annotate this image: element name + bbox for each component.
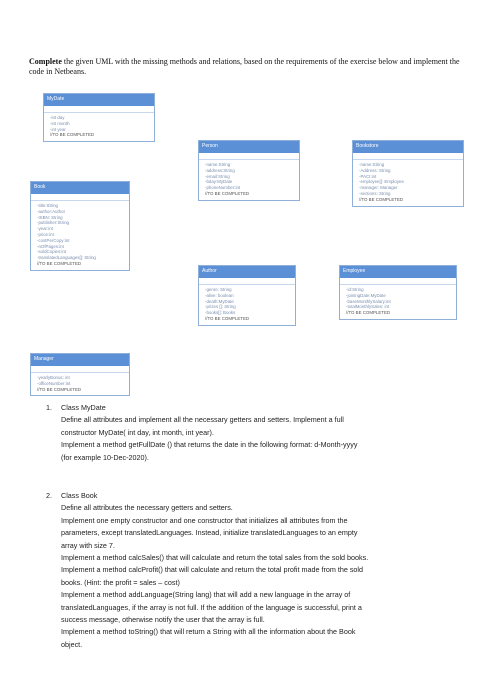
uml-class-employee — [339, 265, 457, 320]
uml-class-author — [198, 265, 296, 326]
uml-attribute: -ISBN: String — [37, 214, 63, 220]
section-line: Implement one empty constructor and one constructor that initializes all attributes from the — [61, 515, 348, 525]
uml-attribute: -int year — [50, 126, 66, 132]
section-line: array with size 7. — [61, 540, 115, 550]
uml-divider — [31, 366, 129, 373]
section-line: (for example 10-Dec-2020). — [61, 452, 149, 462]
uml-attribute: -email:String — [205, 173, 230, 179]
uml-attribute: -manager: Manager — [359, 185, 398, 191]
section-line: Implement a method addLanguage(String lang) that will add a new language in the array of — [61, 590, 351, 600]
uml-divider — [199, 278, 295, 285]
section-title: Class MyDate — [61, 403, 106, 412]
uml-class-mydate — [43, 93, 155, 142]
uml-attribute: -title:String — [37, 203, 58, 208]
uml-attribute: -employee[]: Employee — [359, 179, 404, 185]
section-line: Define all attributes the necessary getters and setters. — [61, 503, 233, 513]
uml-attribute: -baseMonthlySalary:int — [346, 298, 391, 304]
uml-attributes — [353, 160, 463, 206]
section-number: 1. — [46, 403, 52, 412]
uml-attributes — [340, 285, 456, 319]
uml-attribute: -totalMonthlySales: int — [346, 304, 390, 310]
uml-attribute: -price:int — [37, 231, 54, 237]
uml-attribute: -name:String — [205, 162, 231, 167]
uml-attributes — [199, 285, 295, 325]
uml-to-be-completed: //TO BE COMPLETED — [359, 196, 404, 202]
uml-to-be-completed: //TO BE COMPLETED — [37, 386, 82, 392]
uml-to-be-completed: //TO BE COMPLETED — [205, 190, 250, 196]
intro-text: the given UML with the missing methods and relations, based on the requirements of the exercise below and implement the code in Netbeans. — [29, 57, 460, 76]
uml-class-book — [30, 181, 130, 271]
uml-attribute: -int month — [50, 120, 70, 126]
uml-attribute: -bday:MyDate — [205, 179, 233, 185]
uml-attribute: -genre: String — [205, 287, 232, 292]
uml-attribute: -soldCopies:int — [37, 249, 67, 255]
uml-attribute: -Address: String — [359, 167, 391, 173]
section-line: Implement a method toString() that will return a String with all the information about the Book — [61, 627, 356, 637]
section-line: parameters, except translatedLanguages. Instead, initialize translatedLanguages to an empty — [61, 528, 358, 538]
uml-divider — [44, 106, 154, 113]
uml-attribute: -joiningDate:MyDate — [346, 292, 386, 298]
requirement-mydate — [48, 402, 478, 464]
uml-attribute: -costPerCopy:int — [37, 237, 70, 243]
uml-attribute: -id:String — [346, 287, 364, 292]
section-line: Define all attributes and implement all the necessary getters and setters. Implement a full — [61, 415, 344, 425]
uml-divider — [199, 153, 299, 160]
uml-attribute: -prizes []: String — [205, 304, 236, 310]
uml-attribute: -translatedLanguages[]: String — [37, 255, 96, 261]
uml-class-title: Manager — [31, 354, 129, 366]
uml-class-person — [198, 140, 300, 201]
uml-attribute: -int day — [50, 115, 65, 120]
uml-class-manager — [30, 353, 130, 396]
section-line: object. — [61, 639, 83, 649]
uml-class-bookstore — [352, 140, 464, 207]
uml-to-be-completed: //TO BE COMPLETED — [37, 260, 82, 266]
uml-to-be-completed: //TO BE COMPLETED — [205, 315, 250, 321]
uml-attributes — [44, 113, 154, 141]
uml-attribute: -publisher:String — [37, 220, 69, 226]
uml-attribute: -death:MyDate — [205, 298, 234, 304]
uml-attribute: -sections: String — [359, 190, 391, 196]
uml-class-title: Person — [199, 141, 299, 153]
uml-attribute: -alive: boolean — [205, 292, 234, 298]
uml-attribute: -year:int — [37, 226, 53, 232]
uml-class-title: Book — [31, 182, 129, 194]
section-line: books. (Hint: the profit = sales – cost) — [61, 577, 180, 587]
section-line: constructor MyDate( int day, int month, int year). — [61, 427, 214, 437]
section-line: translatedLanguages, if the array is not full. If the addition of the language is successful, print a — [61, 602, 362, 612]
section-title: Class Book — [61, 491, 98, 500]
section-line: success message, otherwise notify the user that the array is full. — [61, 615, 265, 625]
uml-attribute: -PACI:int — [359, 173, 377, 179]
requirement-book — [48, 490, 478, 651]
uml-class-title: Bookstore — [353, 141, 463, 153]
uml-divider — [340, 278, 456, 285]
intro-bold: Complete — [29, 57, 62, 66]
uml-attribute: -books[]: Books — [205, 310, 236, 316]
uml-attribute: -phoneNumber:int — [205, 185, 241, 191]
uml-attribute: -nOfPages:int — [37, 243, 64, 249]
uml-attribute: -name:String — [359, 162, 385, 167]
uml-attributes — [199, 160, 299, 200]
uml-attribute: -address:String — [205, 167, 235, 173]
uml-to-be-completed: //TO BE COMPLETED — [346, 310, 391, 316]
instructions-intro — [29, 57, 469, 77]
section-line: Implement a method calcProfit() that will calculate and return the total profit made from the sold — [61, 565, 364, 575]
uml-attributes — [31, 201, 129, 270]
uml-class-title: MyDate — [44, 94, 154, 106]
uml-divider — [31, 194, 129, 201]
uml-attribute: -officeNumber:int — [37, 380, 71, 386]
section-line: Implement a method getFullDate () that returns the date in the following format: d-Month-yyyy — [61, 440, 358, 450]
section-number: 2. — [46, 491, 52, 500]
uml-attributes — [31, 373, 129, 395]
uml-class-title: Author — [199, 266, 295, 278]
uml-to-be-completed: //TO BE COMPLETED — [50, 132, 95, 138]
section-line: Implement a method calcSales() that will calculate and return the total sales from the sold books. — [61, 553, 369, 563]
uml-class-title: Employee — [340, 266, 456, 278]
uml-attribute: -author:Author — [37, 208, 66, 214]
uml-divider — [353, 153, 463, 160]
uml-attribute: -yearlyBonus: int — [37, 375, 70, 380]
